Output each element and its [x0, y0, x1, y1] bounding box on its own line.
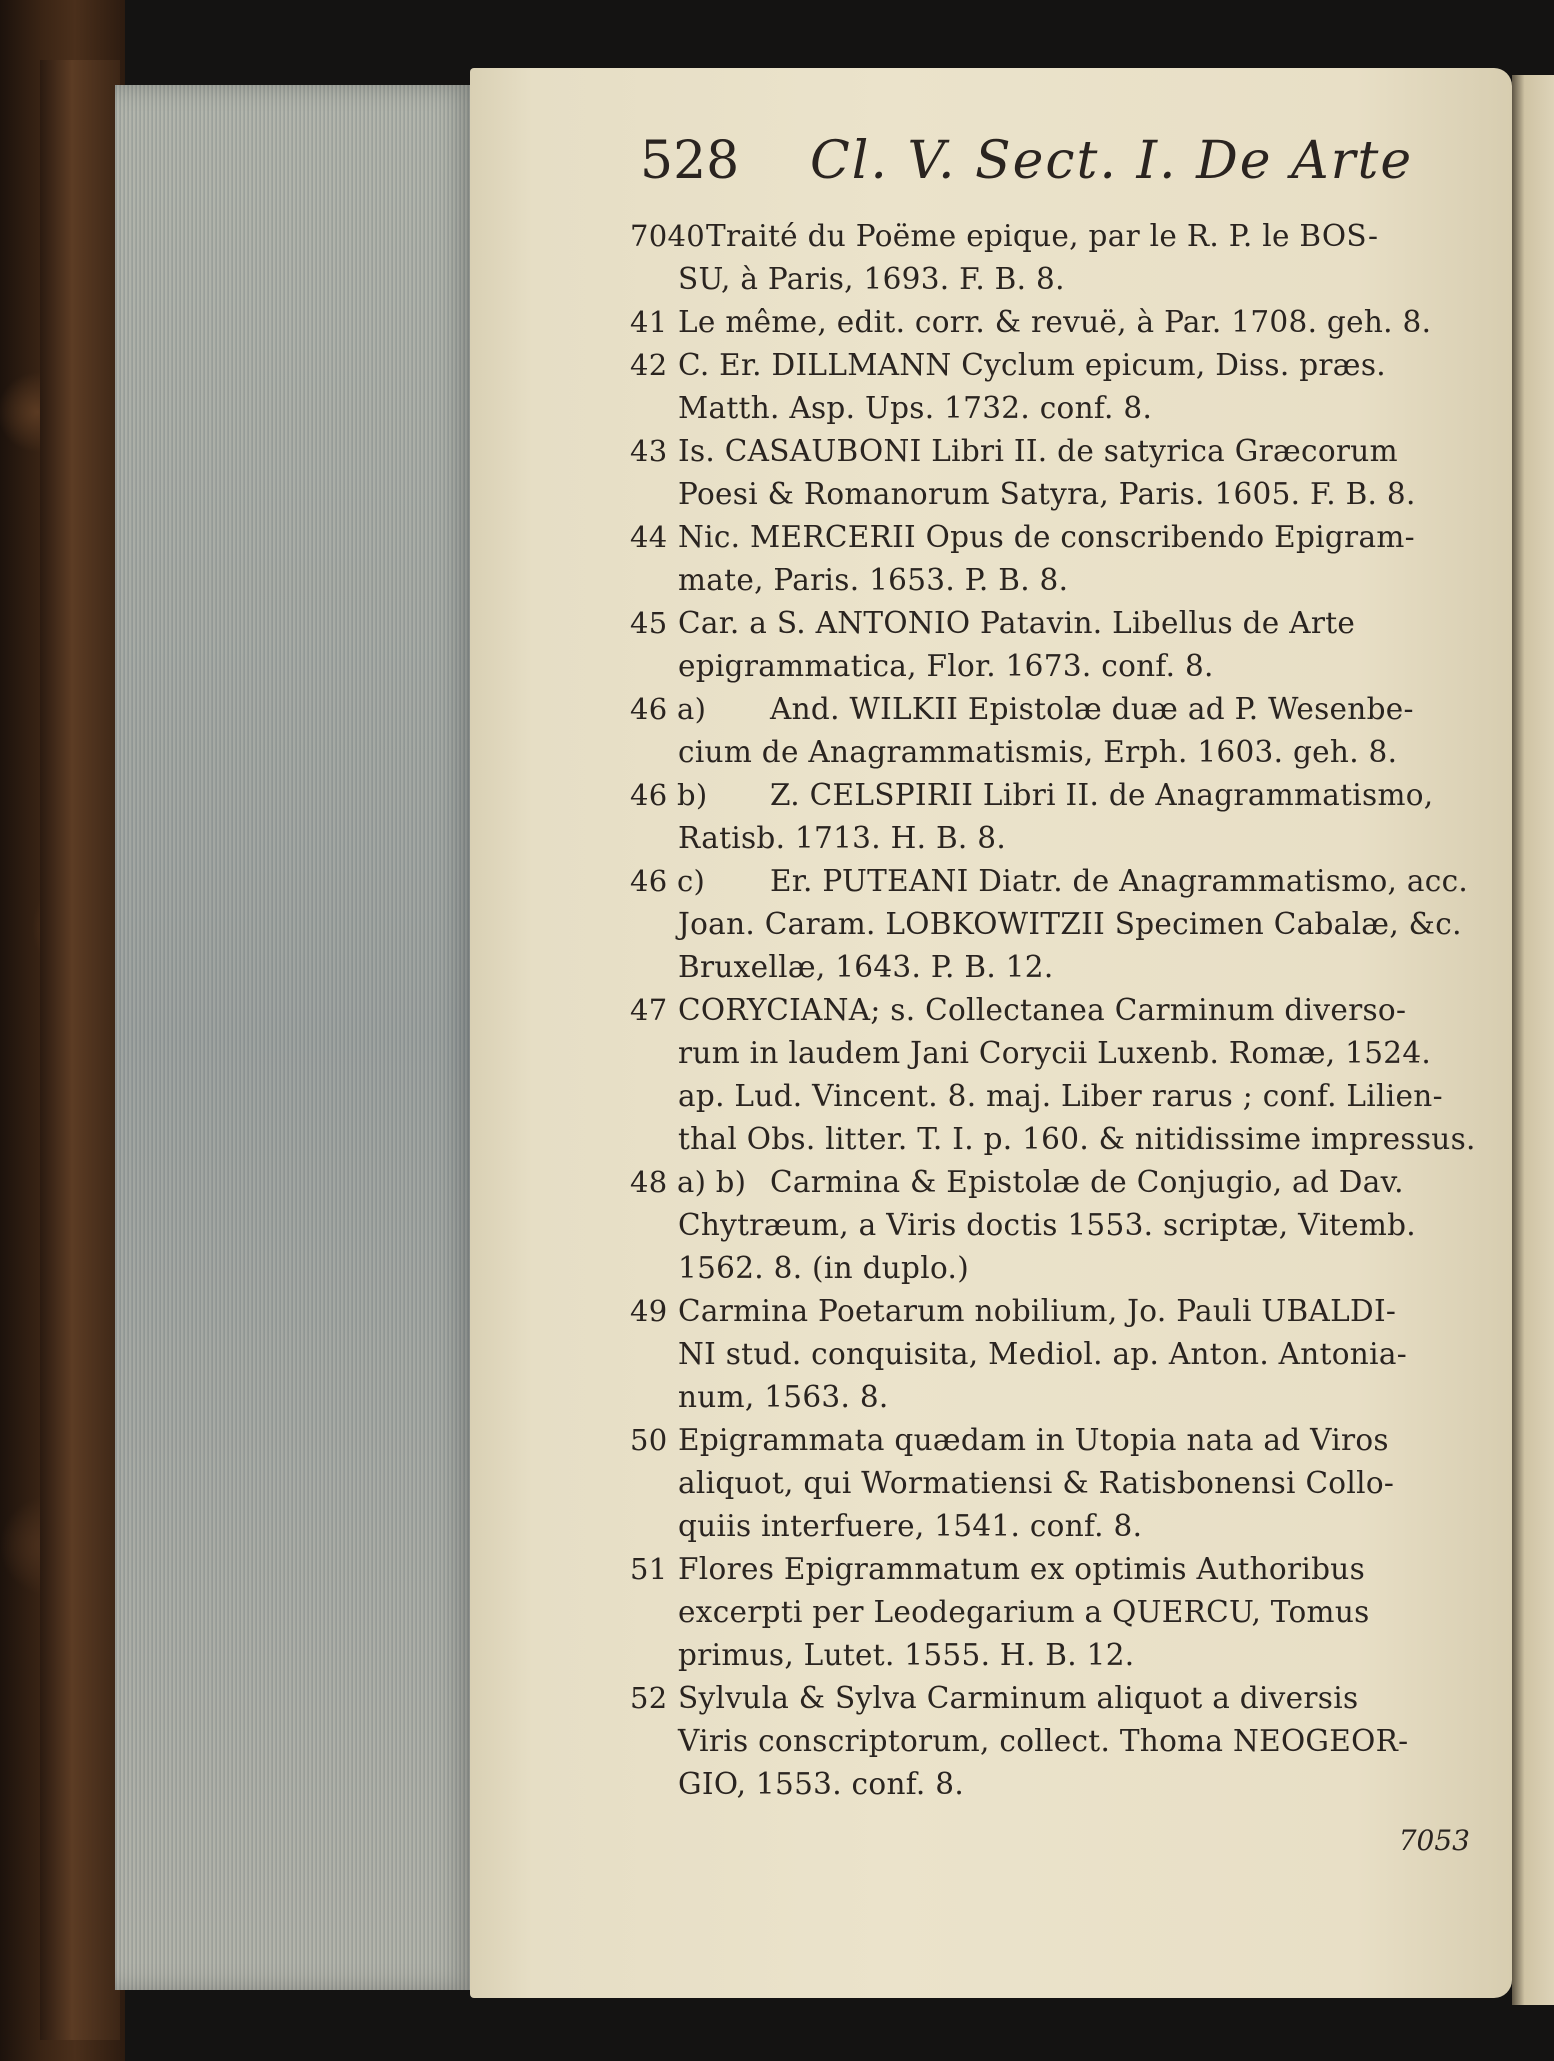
entry-number: 50 — [630, 1423, 668, 1457]
entry-line: Carmina & Epistolæ de Conjugio, ad Dav. — [770, 1165, 1404, 1199]
catalog-entry — [630, 516, 1470, 602]
entry-line: Le même, edit. corr. & revuë, à Par. 1708. geh. 8. — [678, 305, 1432, 339]
entry-line: Poesi & Romanorum Satyra, Paris. 1605. F. B. 8. — [678, 477, 1416, 511]
entry-number: 48 a) b) — [630, 1165, 747, 1199]
entry-line: Flores Epigrammatum ex optimis Authoribus — [678, 1552, 1366, 1586]
entry-line: Joan. Caram. LOBKOWITZII Specimen Cabalæ, &c. — [678, 907, 1462, 941]
entry-line: Z. CELSPIRII Libri II. de Anagrammatismo, — [770, 778, 1434, 812]
entry-line: NI stud. conquisita, Mediol. ap. Anton. Antonia- — [678, 1337, 1407, 1371]
entry-line: Ratisb. 1713. H. B. 8. — [678, 821, 1007, 855]
catalog-entries — [630, 215, 1476, 1806]
entry-line: num, 1563. 8. — [678, 1380, 889, 1414]
entry-line: excerpti per Leodegarium a QUERCU, Tomus — [678, 1595, 1370, 1629]
entry-line: Car. a S. ANTONIO Patavin. Libellus de Arte — [678, 606, 1356, 640]
entry-line: Bruxellæ, 1643. P. B. 12. — [678, 950, 1054, 984]
catalog-entry — [630, 1161, 1470, 1290]
catalog-entry — [630, 1419, 1470, 1548]
book-cover-edge — [40, 60, 120, 2040]
catalog-entry — [630, 1677, 1470, 1806]
catalog-entry — [630, 602, 1470, 688]
catalog-entry — [630, 688, 1470, 774]
catalog-entry — [630, 1548, 1470, 1677]
entry-line: Sylvula & Sylva Carminum aliquot a diversis — [678, 1681, 1359, 1715]
facing-page-edge — [1512, 75, 1554, 2005]
catalog-entry — [630, 1290, 1470, 1419]
entry-number: 41 — [630, 305, 668, 339]
entry-number: 45 — [630, 606, 668, 640]
entry-line: mate, Paris. 1653. P. B. 8. — [678, 563, 1069, 597]
entry-line: And. WILKII Epistolæ duæ ad P. Wesenbe- — [770, 692, 1414, 726]
catalog-entry — [630, 430, 1470, 516]
page-block-edges — [115, 85, 480, 1990]
entry-line: Chytræum, a Viris doctis 1553. scriptæ, Vitemb. — [678, 1208, 1416, 1242]
running-title: Cl. V. Sect. I. De Arte — [810, 131, 1414, 191]
entry-number: 44 — [630, 520, 668, 554]
entry-line: Nic. MERCERII Opus de conscribendo Epigram- — [678, 520, 1415, 554]
catalog-entry — [630, 860, 1470, 989]
entry-number: 42 — [630, 348, 668, 382]
catalog-entry — [630, 301, 1470, 344]
entry-line: cium de Anagrammatismis, Erph. 1603. geh. 8. — [678, 735, 1398, 769]
entry-line: Traité du Poëme epique, par le R. P. le BOS- — [706, 219, 1379, 253]
page-number: 528 — [640, 131, 740, 191]
entry-line: primus, Lutet. 1555. H. B. 12. — [678, 1638, 1135, 1672]
entry-line: Epigrammata quædam in Utopia nata ad Viros — [678, 1423, 1389, 1457]
catalog-entry — [630, 989, 1476, 1161]
entry-line: 1562. 8. (in duplo.) — [678, 1251, 970, 1285]
catchword: 7053 — [1398, 1824, 1470, 1857]
entry-line: aliquot, qui Wormatiensi & Ratisbonensi Collo- — [678, 1466, 1395, 1500]
entry-number: 46 c) — [630, 864, 706, 898]
entry-number: 46 b) — [630, 778, 708, 812]
catalog-entry — [630, 774, 1470, 860]
entry-number: 7040 — [630, 219, 706, 253]
entry-line: Viris conscriptorum, collect. Thoma NEOGEOR- — [678, 1724, 1409, 1758]
catalog-entry — [630, 215, 1470, 301]
entry-number: 49 — [630, 1294, 668, 1328]
page-text — [630, 125, 1476, 1866]
entry-line: C. Er. DILLMANN Cyclum epicum, Diss. præs. — [678, 348, 1386, 382]
entry-line: rum in laudem Jani Corycii Luxenb. Romæ, 1524. — [678, 1036, 1432, 1070]
entry-number: 52 — [630, 1681, 668, 1715]
entry-number: 47 — [630, 993, 668, 1027]
entry-line: Matth. Asp. Ups. 1732. conf. 8. — [678, 391, 1153, 425]
page-header — [630, 125, 1470, 195]
entry-line: SU, à Paris, 1693. F. B. 8. — [678, 262, 1065, 296]
catalog-entry — [630, 344, 1470, 430]
entry-number: 43 — [630, 434, 668, 468]
entry-number: 51 — [630, 1552, 668, 1586]
entry-line: epigrammatica, Flor. 1673. conf. 8. — [678, 649, 1214, 683]
entry-line: Carmina Poetarum nobilium, Jo. Pauli UBALDI- — [678, 1294, 1397, 1328]
entry-line: thal Obs. litter. T. I. p. 160. & nitidissime impressus. — [678, 1122, 1476, 1156]
entry-line: ap. Lud. Vincent. 8. maj. Liber rarus ; conf. Lilien- — [678, 1079, 1443, 1113]
entry-line: Is. CASAUBONI Libri II. de satyrica Græcorum — [678, 434, 1398, 468]
entry-line: CORYCIANA; s. Collectanea Carminum diverso- — [678, 993, 1407, 1027]
entry-line: GIO, 1553. conf. 8. — [678, 1767, 965, 1801]
entry-number: 46 a) — [630, 692, 707, 726]
entry-line: Er. PUTEANI Diatr. de Anagrammatismo, acc. — [770, 864, 1469, 898]
entry-line: quiis interfuere, 1541. conf. 8. — [678, 1509, 1143, 1543]
